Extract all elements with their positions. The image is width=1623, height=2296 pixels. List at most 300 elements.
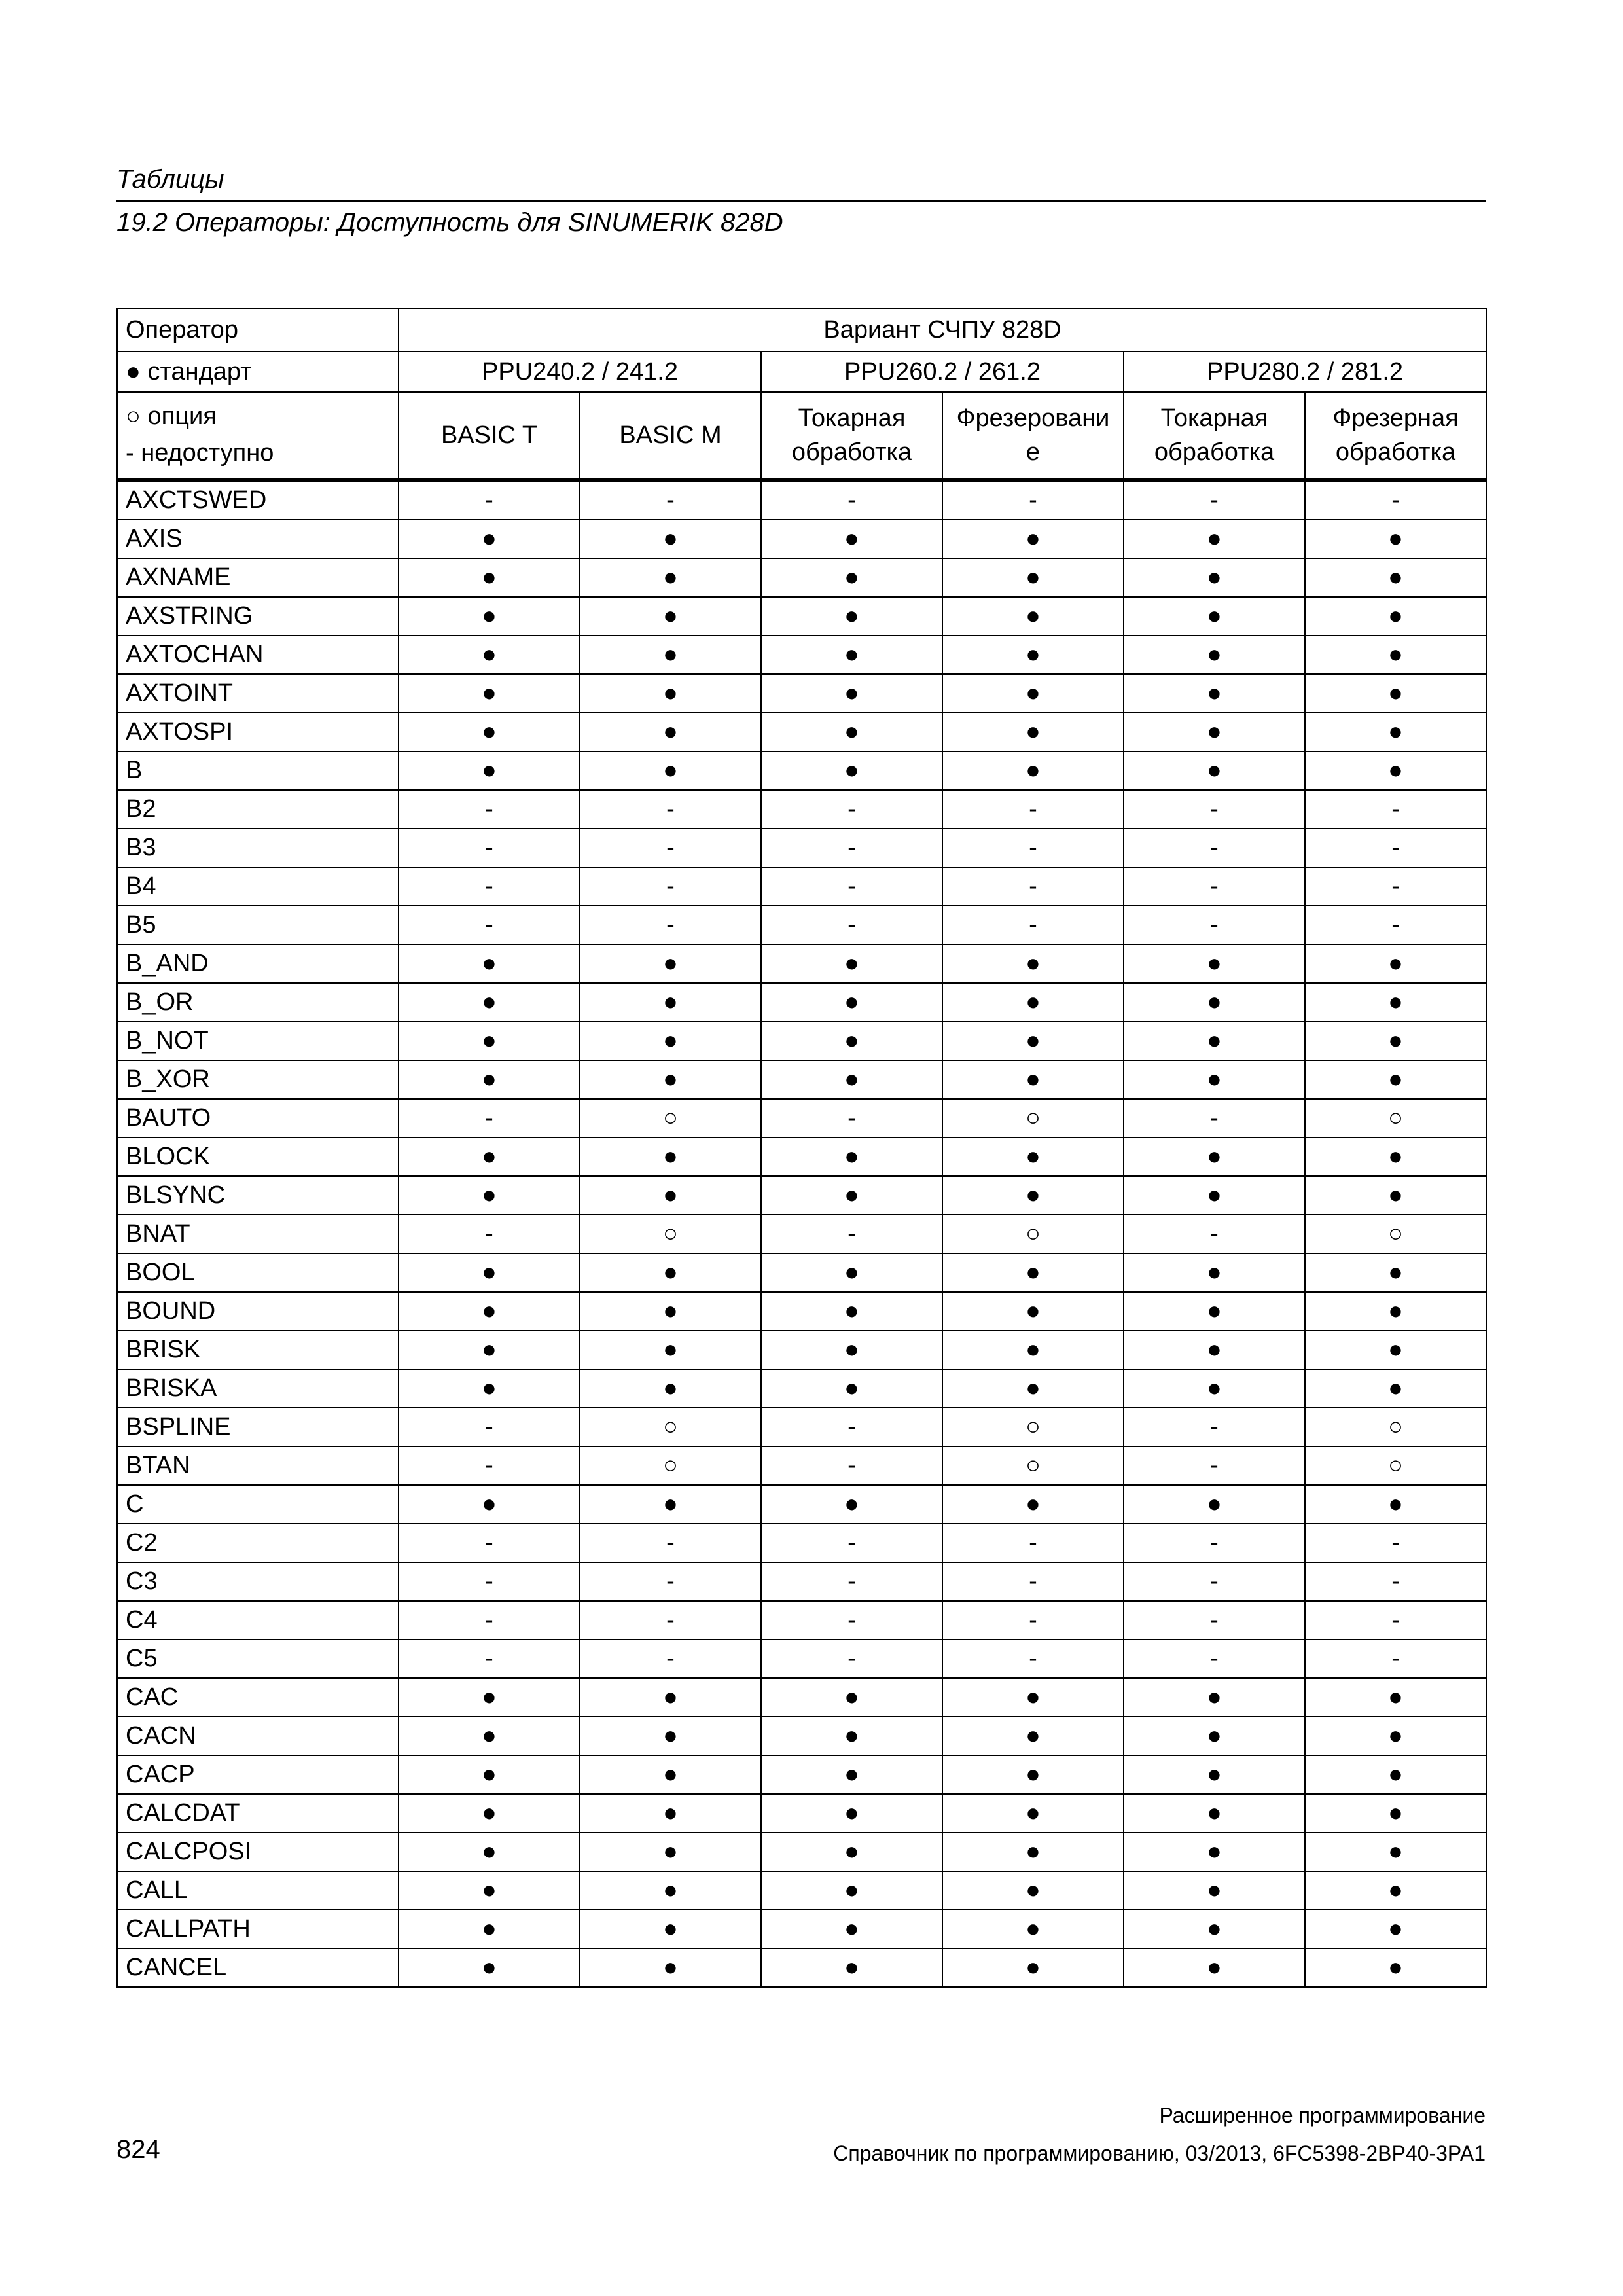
availability-mark: ●	[580, 1833, 761, 1871]
availability-mark: ●	[580, 1331, 761, 1369]
availability-mark: -	[580, 867, 761, 906]
chapter-title: Таблицы	[116, 165, 224, 194]
table-row	[117, 520, 1486, 558]
availability-mark: ●	[942, 751, 1124, 790]
availability-mark: -	[1124, 1099, 1305, 1138]
availability-mark: ●	[761, 1833, 942, 1871]
availability-mark: ●	[399, 1678, 580, 1717]
availability-mark: ●	[942, 983, 1124, 1022]
availability-mark: ●	[580, 944, 761, 983]
availability-mark: ●	[1124, 1176, 1305, 1215]
availability-mark: ○	[1305, 1099, 1486, 1138]
operator-name: C4	[117, 1601, 399, 1640]
availability-mark: -	[761, 906, 942, 944]
availability-mark: ●	[1305, 751, 1486, 790]
availability-mark: -	[1305, 1601, 1486, 1640]
availability-mark: ○	[942, 1408, 1124, 1446]
availability-mark: -	[1124, 1408, 1305, 1446]
availability-mark: ●	[399, 636, 580, 674]
section-title: 19.2 Операторы: Доступность для SINUMERIK 828D	[116, 208, 783, 237]
availability-mark: ●	[580, 1755, 761, 1794]
availability-mark: -	[1305, 906, 1486, 944]
operator-name: CANCEL	[117, 1948, 399, 1987]
operator-name: CALL	[117, 1871, 399, 1910]
page-number: 824	[116, 2135, 160, 2164]
availability-mark: -	[399, 1640, 580, 1678]
availability-mark: ●	[399, 944, 580, 983]
table-row	[117, 1099, 1486, 1138]
operator-name: CALCDAT	[117, 1794, 399, 1833]
availability-mark: -	[580, 906, 761, 944]
availability-mark: ●	[580, 674, 761, 713]
availability-mark: ●	[761, 1794, 942, 1833]
availability-mark: ●	[1305, 1755, 1486, 1794]
availability-mark: ●	[942, 1948, 1124, 1987]
operator-name: B	[117, 751, 399, 790]
availability-mark: ○	[942, 1215, 1124, 1253]
availability-mark: ●	[942, 1871, 1124, 1910]
table-row	[117, 1369, 1486, 1408]
availability-mark: ●	[761, 1717, 942, 1755]
operator-name: BSPLINE	[117, 1408, 399, 1446]
availability-mark: -	[1124, 829, 1305, 867]
availability-mark: ●	[399, 713, 580, 751]
availability-mark: -	[399, 1524, 580, 1562]
availability-mark: ●	[1305, 1948, 1486, 1987]
operator-name: BAUTO	[117, 1099, 399, 1138]
operator-name: AXIS	[117, 520, 399, 558]
table-row	[117, 1060, 1486, 1099]
availability-mark: -	[1305, 829, 1486, 867]
availability-mark: -	[399, 1215, 580, 1253]
availability-mark: ●	[942, 597, 1124, 636]
availability-mark: ●	[399, 1176, 580, 1215]
availability-mark: ●	[580, 1948, 761, 1987]
legend-standard: ● стандарт	[117, 351, 399, 392]
availability-mark: ●	[761, 1060, 942, 1099]
availability-mark: -	[942, 867, 1124, 906]
availability-mark: ●	[1124, 636, 1305, 674]
table-row	[117, 1601, 1486, 1640]
availability-mark: ●	[761, 1292, 942, 1331]
availability-mark: ●	[761, 1369, 942, 1408]
operator-name: B_XOR	[117, 1060, 399, 1099]
column-header: Фрезеровани е	[942, 392, 1124, 480]
availability-mark: ●	[399, 674, 580, 713]
availability-mark: ●	[399, 558, 580, 597]
operator-name: CALCPOSI	[117, 1833, 399, 1871]
availability-mark: ●	[1305, 1176, 1486, 1215]
availability-mark: -	[942, 1562, 1124, 1601]
availability-mark: ●	[1124, 1948, 1305, 1987]
availability-mark: ●	[942, 1176, 1124, 1215]
column-header: BASIC M	[580, 392, 761, 480]
availability-mark: -	[761, 829, 942, 867]
availability-mark: ●	[1305, 597, 1486, 636]
operator-name: AXSTRING	[117, 597, 399, 636]
availability-mark: -	[761, 1099, 942, 1138]
availability-mark: -	[399, 1446, 580, 1485]
table-row	[117, 983, 1486, 1022]
operator-name: CACP	[117, 1755, 399, 1794]
operator-name: C3	[117, 1562, 399, 1601]
availability-mark: ●	[942, 713, 1124, 751]
availability-mark: ●	[1124, 1678, 1305, 1717]
availability-mark: -	[1305, 1640, 1486, 1678]
availability-mark: -	[761, 1562, 942, 1601]
availability-mark: -	[580, 480, 761, 520]
availability-mark: ○	[580, 1446, 761, 1485]
availability-mark: ●	[399, 1060, 580, 1099]
availability-mark: ●	[1124, 1910, 1305, 1948]
availability-mark: -	[761, 1524, 942, 1562]
availability-mark: ●	[761, 1253, 942, 1292]
table-row	[117, 1408, 1486, 1446]
availability-mark: ●	[1305, 983, 1486, 1022]
availability-mark: ●	[1124, 520, 1305, 558]
availability-mark: ●	[1305, 674, 1486, 713]
availability-mark: ●	[761, 1678, 942, 1717]
operator-name: CAC	[117, 1678, 399, 1717]
availability-mark: ●	[942, 1022, 1124, 1060]
availability-mark: ●	[1305, 1138, 1486, 1176]
operator-name: B_NOT	[117, 1022, 399, 1060]
availability-mark: -	[399, 1408, 580, 1446]
operator-name: AXTOSPI	[117, 713, 399, 751]
operator-name: B_OR	[117, 983, 399, 1022]
table-row	[117, 1871, 1486, 1910]
availability-mark: -	[1305, 480, 1486, 520]
table-row	[117, 1292, 1486, 1331]
table-row	[117, 1833, 1486, 1871]
availability-mark: ●	[1305, 1331, 1486, 1369]
column-header: BASIC T	[399, 392, 580, 480]
operator-name: B2	[117, 790, 399, 829]
availability-mark: -	[942, 829, 1124, 867]
table-row	[117, 1640, 1486, 1678]
availability-mark: -	[942, 906, 1124, 944]
availability-mark: -	[399, 480, 580, 520]
table-row	[117, 1755, 1486, 1794]
table-row	[117, 1176, 1486, 1215]
availability-mark: ●	[942, 520, 1124, 558]
legend-option: ○ опция	[126, 403, 217, 430]
availability-mark: ●	[399, 1833, 580, 1871]
operator-name: B_AND	[117, 944, 399, 983]
availability-mark: ●	[580, 1485, 761, 1524]
availability-mark: ●	[399, 1794, 580, 1833]
availability-mark: ●	[580, 1794, 761, 1833]
availability-mark: ●	[761, 713, 942, 751]
availability-mark: ●	[1124, 1755, 1305, 1794]
availability-mark: ●	[1124, 1138, 1305, 1176]
availability-mark: -	[1124, 1562, 1305, 1601]
availability-mark: ●	[399, 1910, 580, 1948]
operator-name: BOOL	[117, 1253, 399, 1292]
availability-mark: ●	[942, 1485, 1124, 1524]
availability-mark: ●	[761, 597, 942, 636]
table-row	[117, 597, 1486, 636]
availability-mark: -	[761, 1215, 942, 1253]
availability-mark: ●	[399, 520, 580, 558]
availability-mark: ●	[399, 1022, 580, 1060]
availability-mark: ●	[580, 751, 761, 790]
availability-mark: -	[1124, 1446, 1305, 1485]
operator-name: C	[117, 1485, 399, 1524]
availability-mark: -	[942, 1601, 1124, 1640]
availability-mark: ●	[1305, 1717, 1486, 1755]
availability-mark: ●	[399, 1871, 580, 1910]
availability-mark: ●	[1305, 1253, 1486, 1292]
availability-mark: ●	[1124, 1717, 1305, 1755]
availability-mark: -	[580, 790, 761, 829]
table-row	[117, 944, 1486, 983]
availability-mark: ●	[580, 1022, 761, 1060]
availability-mark: ○	[580, 1099, 761, 1138]
availability-mark: -	[761, 790, 942, 829]
table-row	[117, 867, 1486, 906]
group-header-ppu240: PPU240.2 / 241.2	[399, 351, 761, 392]
availability-mark: ●	[1305, 1292, 1486, 1331]
availability-mark: ●	[580, 636, 761, 674]
availability-mark: ○	[1305, 1446, 1486, 1485]
availability-mark: ○	[942, 1099, 1124, 1138]
table-row	[117, 1678, 1486, 1717]
availability-mark: -	[580, 1562, 761, 1601]
availability-mark: ●	[580, 1910, 761, 1948]
availability-mark: -	[1124, 1640, 1305, 1678]
availability-mark: -	[1124, 906, 1305, 944]
availability-mark: -	[580, 1601, 761, 1640]
availability-mark: -	[942, 1524, 1124, 1562]
column-header: Токарная обработка	[1124, 392, 1305, 480]
availability-mark: ●	[761, 944, 942, 983]
table-row	[117, 1562, 1486, 1601]
availability-mark: -	[1305, 790, 1486, 829]
operator-name: BTAN	[117, 1446, 399, 1485]
operator-name: BNAT	[117, 1215, 399, 1253]
availability-mark: ○	[580, 1408, 761, 1446]
availability-mark: ●	[580, 1871, 761, 1910]
footer-title: Расширенное программирование	[1159, 2104, 1486, 2127]
availability-mark: -	[580, 829, 761, 867]
availability-mark: -	[761, 1408, 942, 1446]
availability-mark: ●	[761, 520, 942, 558]
availability-mark: ●	[761, 751, 942, 790]
table-row	[117, 558, 1486, 597]
availability-mark: ●	[761, 1176, 942, 1215]
table-row	[117, 713, 1486, 751]
availability-mark: ●	[1305, 636, 1486, 674]
availability-mark: ●	[399, 1755, 580, 1794]
availability-mark: ●	[580, 1292, 761, 1331]
operator-name: AXCTSWED	[117, 480, 399, 520]
availability-mark: -	[761, 1640, 942, 1678]
availability-mark: ●	[761, 1138, 942, 1176]
availability-mark: ●	[1305, 1369, 1486, 1408]
column-header: Токарная обработка	[761, 392, 942, 480]
availability-mark: ●	[942, 1755, 1124, 1794]
availability-mark: ●	[399, 1292, 580, 1331]
operator-header: Оператор	[117, 308, 399, 351]
availability-mark: ●	[1124, 983, 1305, 1022]
availability-mark: ●	[761, 1871, 942, 1910]
table-row	[117, 674, 1486, 713]
availability-mark: ●	[761, 1910, 942, 1948]
availability-mark: ●	[1305, 558, 1486, 597]
availability-mark: -	[942, 480, 1124, 520]
availability-mark: ●	[399, 1253, 580, 1292]
availability-mark: ●	[942, 1833, 1124, 1871]
table-row	[117, 829, 1486, 867]
availability-mark: -	[1124, 1601, 1305, 1640]
availability-mark: ●	[761, 983, 942, 1022]
availability-mark: ●	[1305, 1871, 1486, 1910]
availability-mark: ●	[1305, 1833, 1486, 1871]
availability-mark: ●	[942, 1253, 1124, 1292]
operator-name: BLSYNC	[117, 1176, 399, 1215]
availability-mark: ●	[1305, 1794, 1486, 1833]
availability-mark: ●	[1124, 751, 1305, 790]
legend-cell	[117, 392, 399, 480]
availability-mark: ●	[1124, 1369, 1305, 1408]
availability-mark: ●	[399, 1369, 580, 1408]
availability-mark: ●	[1305, 713, 1486, 751]
legend-unavailable: - недоступно	[126, 439, 274, 467]
availability-mark: ●	[942, 1292, 1124, 1331]
table-row	[117, 1215, 1486, 1253]
availability-mark: ●	[580, 983, 761, 1022]
availability-mark: -	[1124, 790, 1305, 829]
availability-mark: -	[580, 1640, 761, 1678]
availability-mark: ●	[1124, 1794, 1305, 1833]
availability-mark: -	[1124, 867, 1305, 906]
availability-mark: ●	[399, 983, 580, 1022]
availability-mark: -	[399, 829, 580, 867]
availability-mark: ●	[1124, 1331, 1305, 1369]
availability-mark: -	[1305, 1562, 1486, 1601]
operator-name: AXNAME	[117, 558, 399, 597]
availability-mark: ●	[580, 1176, 761, 1215]
availability-mark: ●	[580, 597, 761, 636]
availability-mark: ●	[580, 520, 761, 558]
availability-mark: ●	[1124, 713, 1305, 751]
table-row	[117, 1794, 1486, 1833]
operator-name: CACN	[117, 1717, 399, 1755]
availability-mark: ●	[942, 1369, 1124, 1408]
availability-mark: ●	[1124, 674, 1305, 713]
availability-mark: ●	[1124, 944, 1305, 983]
table-row	[117, 1446, 1486, 1485]
availability-mark: ●	[942, 674, 1124, 713]
availability-mark: ●	[942, 1331, 1124, 1369]
operator-name: C5	[117, 1640, 399, 1678]
availability-mark: -	[761, 480, 942, 520]
availability-mark: ●	[1124, 1833, 1305, 1871]
table-row	[117, 480, 1486, 520]
availability-mark: ●	[580, 713, 761, 751]
table-row	[117, 1524, 1486, 1562]
operator-name: AXTOCHAN	[117, 636, 399, 674]
availability-mark: ●	[1305, 1910, 1486, 1948]
availability-mark: -	[399, 906, 580, 944]
availability-mark: -	[399, 1562, 580, 1601]
availability-mark: ○	[1305, 1215, 1486, 1253]
availability-mark: ●	[942, 1678, 1124, 1717]
table-row	[117, 1485, 1486, 1524]
availability-mark: -	[580, 1524, 761, 1562]
availability-mark: ●	[761, 1022, 942, 1060]
table-row	[117, 1910, 1486, 1948]
availability-mark: ●	[1124, 1022, 1305, 1060]
availability-mark: -	[1124, 480, 1305, 520]
availability-mark: -	[1124, 1524, 1305, 1562]
operator-name: C2	[117, 1524, 399, 1562]
availability-mark: ●	[942, 1060, 1124, 1099]
group-header-ppu280: PPU280.2 / 281.2	[1124, 351, 1486, 392]
table-row	[117, 1717, 1486, 1755]
table-row	[117, 1022, 1486, 1060]
column-header: Фрезерная обработка	[1305, 392, 1486, 480]
table-row	[117, 906, 1486, 944]
operator-name: BOUND	[117, 1292, 399, 1331]
availability-mark: ●	[942, 558, 1124, 597]
availability-mark: ●	[1305, 520, 1486, 558]
availability-mark: ●	[942, 1138, 1124, 1176]
table-row	[117, 636, 1486, 674]
table-row	[117, 1948, 1486, 1987]
operator-name: B3	[117, 829, 399, 867]
group-header-ppu260: PPU260.2 / 261.2	[761, 351, 1124, 392]
availability-mark: ●	[1305, 1060, 1486, 1099]
availability-mark: ●	[942, 1717, 1124, 1755]
availability-mark: ●	[1124, 1485, 1305, 1524]
table-row	[117, 751, 1486, 790]
availability-mark: ●	[942, 1794, 1124, 1833]
availability-mark: -	[399, 1099, 580, 1138]
availability-mark: ●	[761, 674, 942, 713]
availability-mark: ●	[399, 1138, 580, 1176]
operator-name: BRISKA	[117, 1369, 399, 1408]
availability-mark: ●	[761, 1485, 942, 1524]
availability-mark: ●	[942, 636, 1124, 674]
availability-mark: ●	[1124, 558, 1305, 597]
availability-mark: ●	[399, 751, 580, 790]
table-row	[117, 1138, 1486, 1176]
availability-mark: ●	[942, 944, 1124, 983]
availability-mark: ●	[1305, 1022, 1486, 1060]
availability-mark: ●	[1124, 1292, 1305, 1331]
availability-mark: ○	[580, 1215, 761, 1253]
availability-mark: ●	[399, 1948, 580, 1987]
availability-mark: ○	[1305, 1408, 1486, 1446]
operator-name: CALLPATH	[117, 1910, 399, 1948]
availability-mark: ●	[580, 1253, 761, 1292]
operator-name: BLOCK	[117, 1138, 399, 1176]
availability-mark: -	[1124, 1215, 1305, 1253]
availability-mark: -	[1305, 1524, 1486, 1562]
availability-mark: ●	[580, 1369, 761, 1408]
availability-mark: ●	[1124, 1871, 1305, 1910]
availability-mark: ●	[942, 1910, 1124, 1948]
availability-mark: ●	[1305, 1678, 1486, 1717]
availability-mark: ●	[580, 1138, 761, 1176]
availability-mark: ●	[761, 1755, 942, 1794]
table-row	[117, 790, 1486, 829]
availability-mark: ●	[580, 1717, 761, 1755]
availability-mark: ●	[399, 1485, 580, 1524]
availability-mark: ●	[1124, 597, 1305, 636]
